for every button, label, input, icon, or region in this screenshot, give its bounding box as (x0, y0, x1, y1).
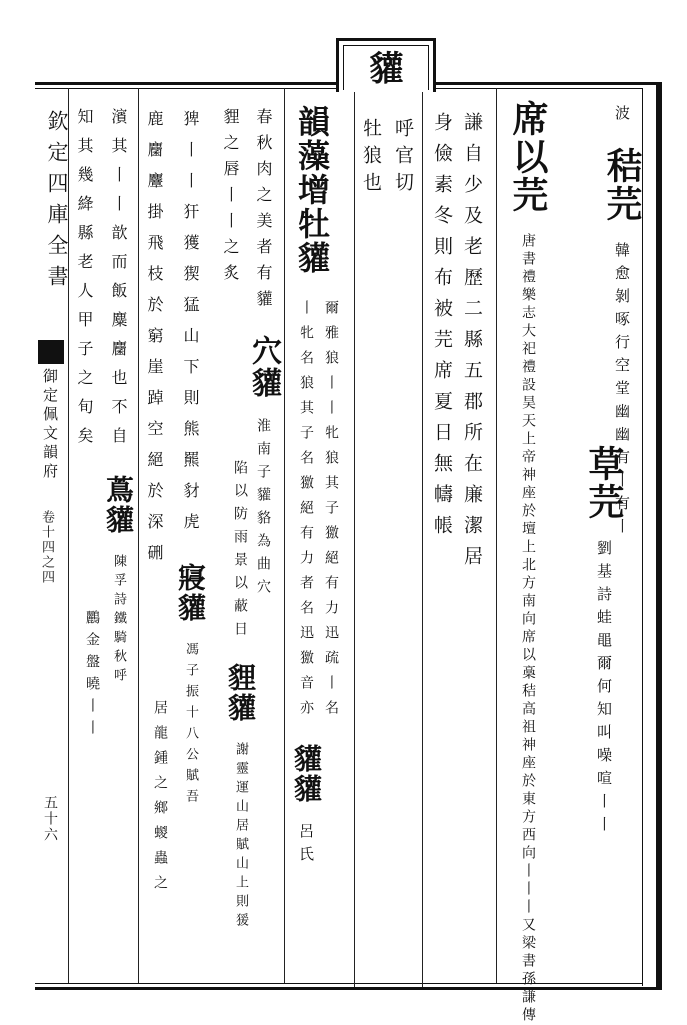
text-segment: 濱其丨丨歆而飯麋麕也不自 (109, 108, 128, 456)
headword: 寢貛 (174, 563, 207, 623)
text-segment: 貍之唇丨丨之炙 (221, 108, 240, 290)
margin-page-number: 五十六 (42, 795, 58, 843)
column-divider (422, 92, 423, 987)
margin-title: 欽定四庫全書 (45, 110, 69, 296)
header-tab-char: 貛 (363, 50, 403, 86)
column-text: 謙自少及老歷二縣五郡所在廉潔居 (461, 112, 483, 577)
text-segment: 丨牝名狼其子名獥絕有力者名迅獥音亦 (298, 300, 314, 725)
text-segment: 爾雅狼丨丨牝狼其子獥絕有力迅疏丨名 (323, 300, 339, 725)
fishtail-mark (38, 340, 64, 364)
text-segment: 呂氏 (297, 823, 315, 869)
text-segment: 鸝金盤曉丨丨 (84, 610, 100, 742)
text-segment: 居龍鍾之鄉蝬蟲之 (152, 700, 168, 900)
column-text (102, 108, 135, 687)
margin-book-title: 御定佩文韻府 (41, 368, 59, 482)
frame-rule-bottom (35, 983, 642, 984)
text-segment: 鹿麕麞掛飛枝於窮崖踔空絕於深硎 (145, 110, 164, 575)
column-divider (354, 92, 355, 987)
text-segment: 馮子振十八公賦吾 (183, 642, 198, 810)
headword: 蔦貛 (102, 475, 135, 535)
headword: 韻藻增牡貛 (293, 105, 331, 275)
column-text (152, 700, 168, 900)
headword: 席以芫 (507, 100, 549, 214)
text-segment: 韓愈剝啄行空堂幽幽有丨有丨 (613, 242, 631, 541)
headword: 貍貛 (224, 663, 257, 723)
column-text (146, 110, 162, 575)
column-divider (496, 88, 497, 983)
column-text (174, 110, 207, 810)
column-text (76, 108, 92, 456)
column-text (222, 108, 238, 290)
column-text: 呼官切 (392, 118, 414, 199)
headword: 穴貛 (246, 335, 281, 399)
column-divider (284, 88, 285, 983)
column-text: 身儉素冬則布被芫席夏日無幬帳 (431, 112, 453, 546)
text-segment: 春秋肉之美者有貛 (254, 108, 273, 316)
column-text (84, 610, 100, 742)
column-text (323, 300, 339, 725)
headword: 秸芫 (601, 147, 643, 223)
text-segment: 唐書禮樂志大祀禮設昊天上帝神座於壇上北方南向席以槀秸高祖神座於東方西向丨丨丨又梁書孫謙傳 (520, 233, 536, 1025)
column-divider (138, 88, 139, 983)
headword: 草芫 (583, 445, 625, 521)
column-text: 牡狼也 (360, 118, 382, 199)
text-segment: 淮南子貛貉為曲穴 (255, 418, 271, 602)
headword: 貛貛 (290, 744, 323, 804)
text-segment: 陷以防雨景以蔽日 (232, 460, 248, 644)
text-segment: 波 (613, 105, 631, 128)
text-segment: 劉基詩蛙黽爾何知叫噪喧丨丨 (595, 540, 613, 839)
column-text (293, 105, 331, 275)
column-text (583, 445, 625, 839)
column-text (224, 460, 257, 932)
margin-volume: 卷十四之四 (39, 510, 54, 585)
text-segment: 謝靈運山居賦山上則猨 (233, 742, 248, 932)
text-segment: 陳孚詩鐵騎秋呼 (111, 554, 126, 687)
column-text (507, 100, 549, 1025)
column-text (290, 300, 323, 869)
text-segment: 知其幾絳縣老人甲子之旬矣 (75, 108, 94, 456)
text-segment: 猈丨丨犴獲猰猛山下則熊羆豺虎 (181, 110, 200, 544)
